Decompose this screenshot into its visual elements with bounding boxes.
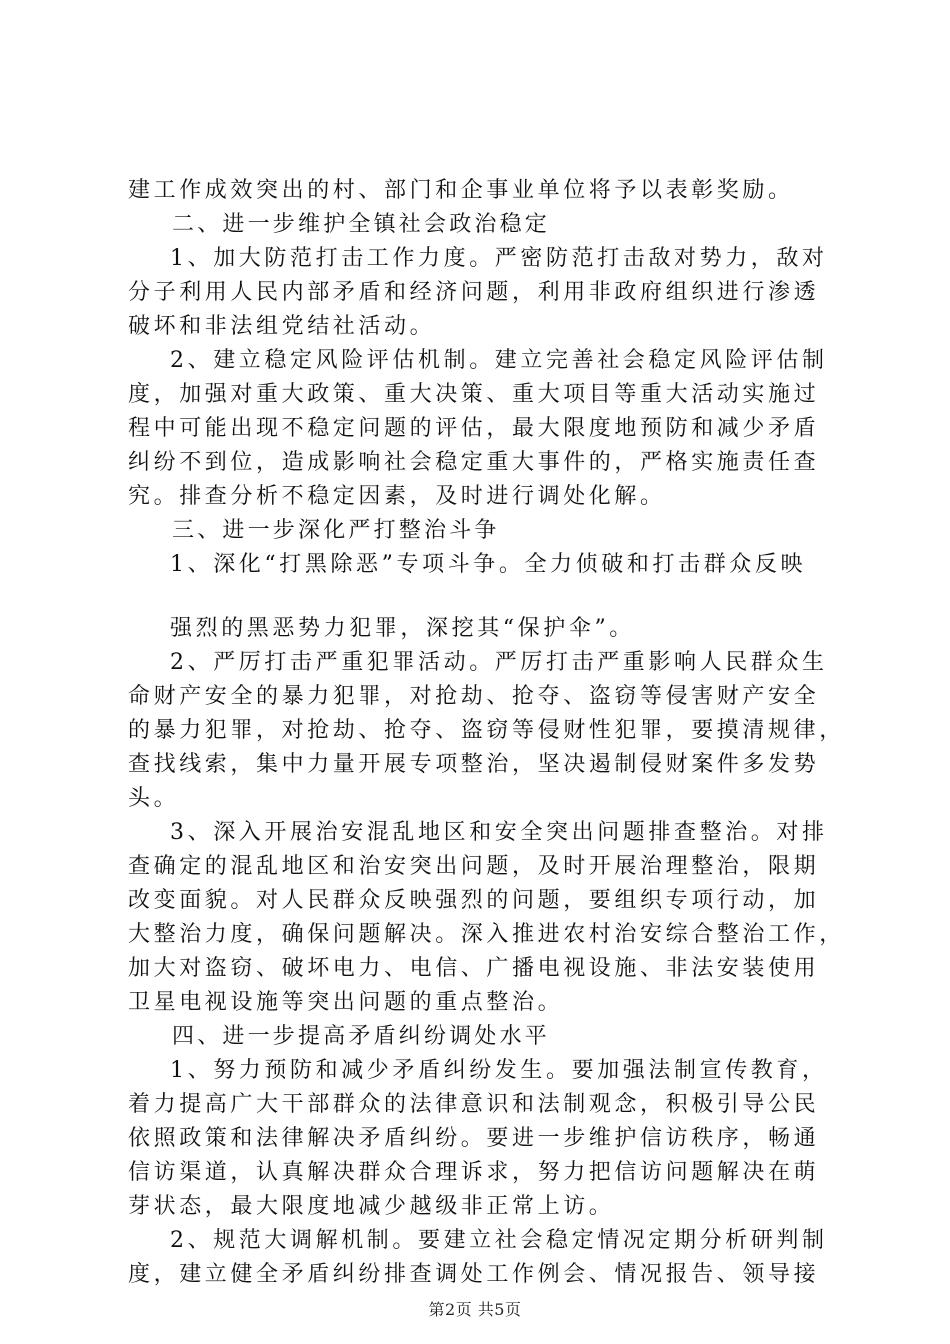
body-text-line: 改变面貌。对人民群众反映强烈的问题，要组织专项行动，加 xyxy=(128,888,820,913)
body-text-line: 查确定的混乱地区和治安突出问题，及时开展治理整治，限期 xyxy=(128,854,820,879)
body-text-line: 究。排查分析不稳定因素，及时进行调处化解。 xyxy=(128,484,666,509)
body-text-line: 的暴力犯罪，对抢劫、抢夺、盗窃等侵财性犯罪，要摸清规律， xyxy=(128,718,845,743)
paragraph-start-line: 1、深化“打黑除恶”专项斗争。全力侦破和打击群众反映 xyxy=(170,552,807,577)
body-text-line: 加大对盗窃、破坏电力、电信、广播电视设施、非法安装使用 xyxy=(128,956,820,981)
body-text-line: 度，加强对重大政策、重大决策、重大项目等重大活动实施过 xyxy=(128,382,820,407)
paragraph-start-line: 3、深入开展治安混乱地区和安全突出问题排查整治。对排 xyxy=(170,820,828,845)
paragraph-start-line: 2、严厉打击严重犯罪活动。严厉打击严重影响人民群众生 xyxy=(170,650,828,675)
body-text-line: 芽状态，最大限度地减少越级非正常上访。 xyxy=(128,1194,615,1219)
section-heading: 四、进一步提高矛盾纠纷调处水平 xyxy=(172,1024,551,1049)
body-text-line: 建工作成效突出的村、部门和企事业单位将予以表彰奖励。 xyxy=(128,178,794,203)
body-text-line: 依照政策和法律解决矛盾纠纷。要进一步维护信访秩序，畅通 xyxy=(128,1126,820,1151)
body-text-line: 着力提高广大干部群众的法律意识和法制观念，积极引导公民 xyxy=(128,1092,820,1117)
paragraph-start-line: 1、努力预防和减少矛盾纠纷发生。要加强法制宣传教育， xyxy=(170,1058,828,1083)
paragraph-start-line: 1、加大防范打击工作力度。严密防范打击敌对势力，敌对 xyxy=(170,246,828,271)
body-text-line: 查找线索，集中力量开展专项整治，坚决遏制侵财案件多发势 xyxy=(128,752,820,777)
paragraph-start-line: 2、建立稳定风险评估机制。建立完善社会稳定风险评估制 xyxy=(170,348,828,373)
body-text-line: 大整治力度，确保问题解决。深入推进农村治安综合整治工作， xyxy=(128,922,845,947)
section-heading: 二、进一步维护全镇社会政治稳定 xyxy=(172,212,551,237)
body-text-line: 命财产安全的暴力犯罪，对抢劫、抢夺、盗窃等侵害财产安全 xyxy=(128,684,820,709)
body-text-line: 信访渠道，认真解决群众合理诉求，努力把信访问题解决在萌 xyxy=(128,1160,820,1185)
body-text-line: 纠纷不到位，造成影响社会稳定重大事件的，严格实施责任查 xyxy=(128,450,820,475)
body-text-line: 程中可能出现不稳定问题的评估，最大限度地预防和减少矛盾 xyxy=(128,416,820,441)
body-text-line: 分子利用人民内部矛盾和经济问题，利用非政府组织进行渗透 xyxy=(128,280,820,305)
body-text-line: 头。 xyxy=(128,786,180,811)
body-text-line: 卫星电视设施等突出问题的重点整治。 xyxy=(128,990,564,1015)
body-text-line: 强烈的黑恶势力犯罪，深挖其“保护伞”。 xyxy=(170,616,635,641)
paragraph-start-line: 2、规范大调解机制。要建立社会稳定情况定期分析研判制 xyxy=(170,1228,828,1253)
section-heading: 三、进一步深化严打整治斗争 xyxy=(172,518,500,543)
body-text-line: 度，建立健全矛盾纠纷排查调处工作例会、情况报告、领导接 xyxy=(128,1262,820,1287)
body-text-line: 破坏和非法组党结社活动。 xyxy=(128,314,436,339)
page-number-footer: 第2页 共5页 xyxy=(428,1300,522,1319)
